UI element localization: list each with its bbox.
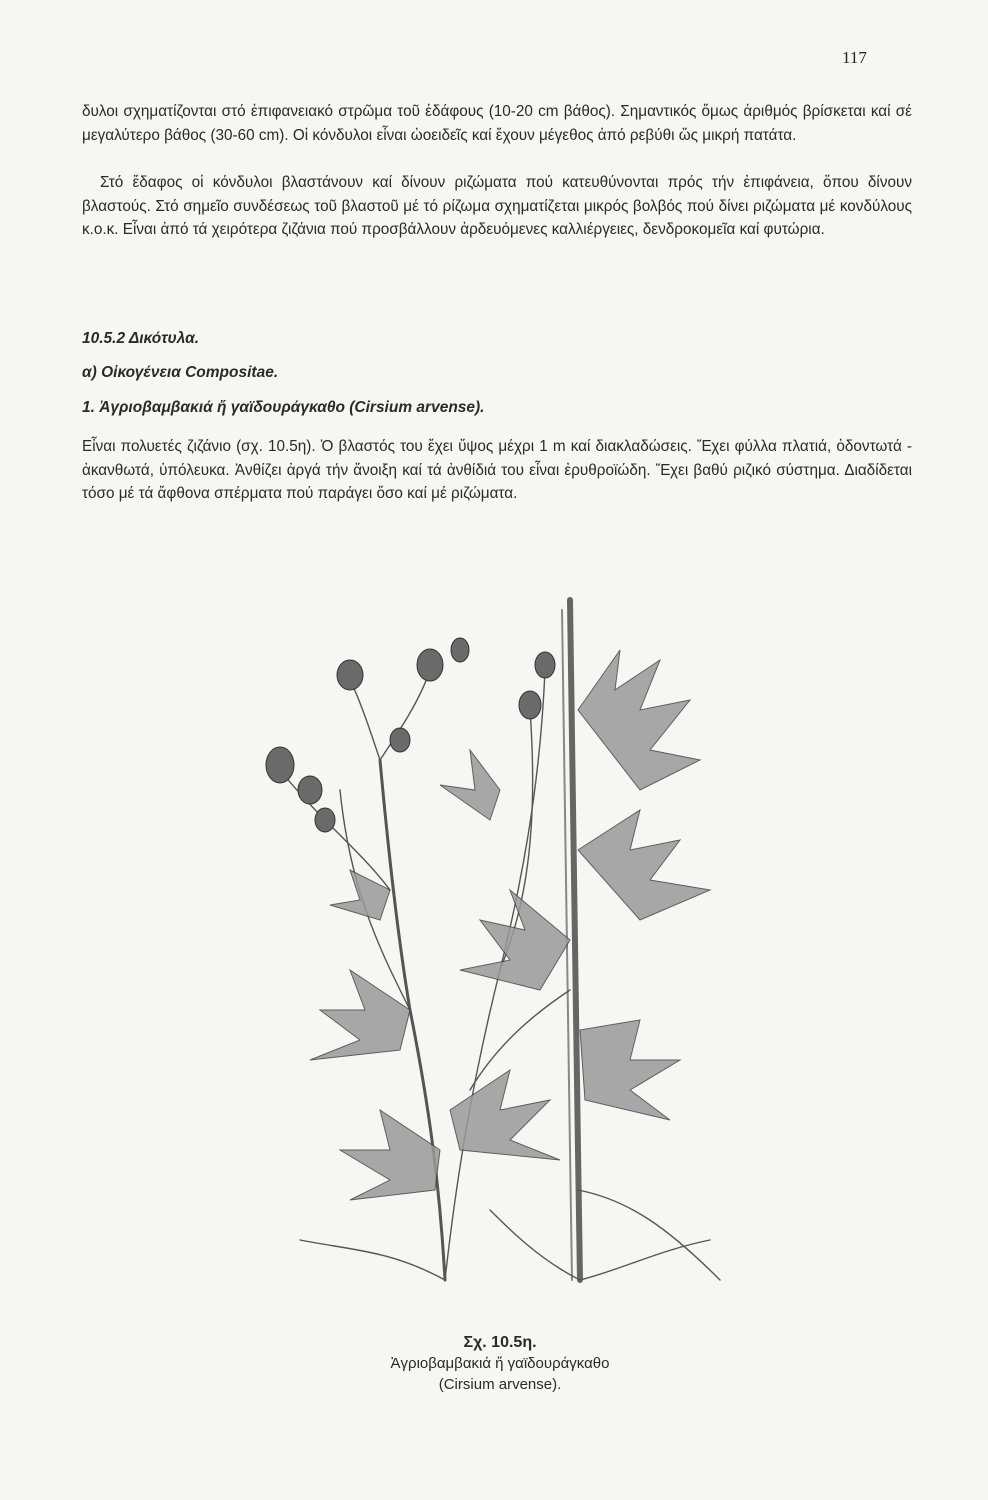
thistle-drawing	[240, 590, 750, 1290]
species-paragraph-text: Εἶναι πολυετές ζιζάνιο (σχ. 10.5η). Ὁ βλαστός του ἔχει ὕψος μέχρι 1 m καί διακλαδώσεις. Ἔχει φύλλα πλατιά, ὀδοντωτά - ἀκανθωτά, ὑπόλευκα. Ἀνθίζει ἀργά τήν ἄνοιξη καί τά ἀνθίδιά του εἶναι ἐρυθροϊώδη. Ἔχει βαθύ ριζικό σύστημα. Διαδίδεται τόσο μέ τά ἄφθονα σπέρματα πού παράγει ὅσο καί μέ ριζώματα.	[82, 438, 912, 502]
figure-caption	[300, 1332, 700, 1395]
subsection-heading: α) Οἰκογένεια Compositae.	[82, 364, 279, 381]
section-heading: 10.5.2 Δικότυλα.	[82, 330, 200, 347]
figure-caption-line1: Ἀγριοβαμβακιά ἤ γαϊδουράγκαθο	[390, 1355, 610, 1372]
page-number: 117	[842, 48, 867, 67]
thistle-illustration	[240, 590, 750, 1290]
species-heading: 1. Ἀγριοβαμβακιά ἤ γαϊδουράγκαθο (Cirsium arvense).	[82, 399, 485, 416]
figure-number: Σχ. 10.5η.	[463, 1334, 537, 1351]
species-paragraph	[82, 435, 912, 506]
intro-paragraph	[82, 100, 912, 147]
second-paragraph-text: Στό ἔδαφος οἱ κόνδυλοι βλαστάνουν καί δίνουν ριζώματα πού κατευθύνονται πρός τήν ἐπιφάνεια, ὅπου δίνουν βλαστούς. Στό σημεῖο συνδέσεως τοῦ βλαστοῦ μέ τό ρίζωμα σχηματίζεται μικρός βολβός πού δίνει ριζώματα μέ κονδύλους κ.ο.κ. Εἶναι ἀπό τά χειρότερα ζιζάνια πού προσβάλλουν ἀρδευόμενες καλλιέργειες, δενδροκομεῖα καί φυτώρια.	[82, 174, 912, 238]
second-paragraph	[82, 171, 912, 242]
figure-caption-line2: (Cirsium arvense).	[438, 1376, 562, 1393]
intro-paragraph-text: δυλοι σχηματίζονται στό ἐπιφανειακό στρῶμα τοῦ ἐδάφους (10-20 cm βάθος). Σημαντικός ὅμως ἀριθμός βρίσκεται καί σέ μεγαλύτερο βάθος (30-60 cm). Οἱ κόνδυλοι εἶναι ὠοειδεῖς καί ἔχουν μέγεθος ἀπό ρεβύθι ὥς μικρή πατάτα.	[82, 103, 912, 144]
